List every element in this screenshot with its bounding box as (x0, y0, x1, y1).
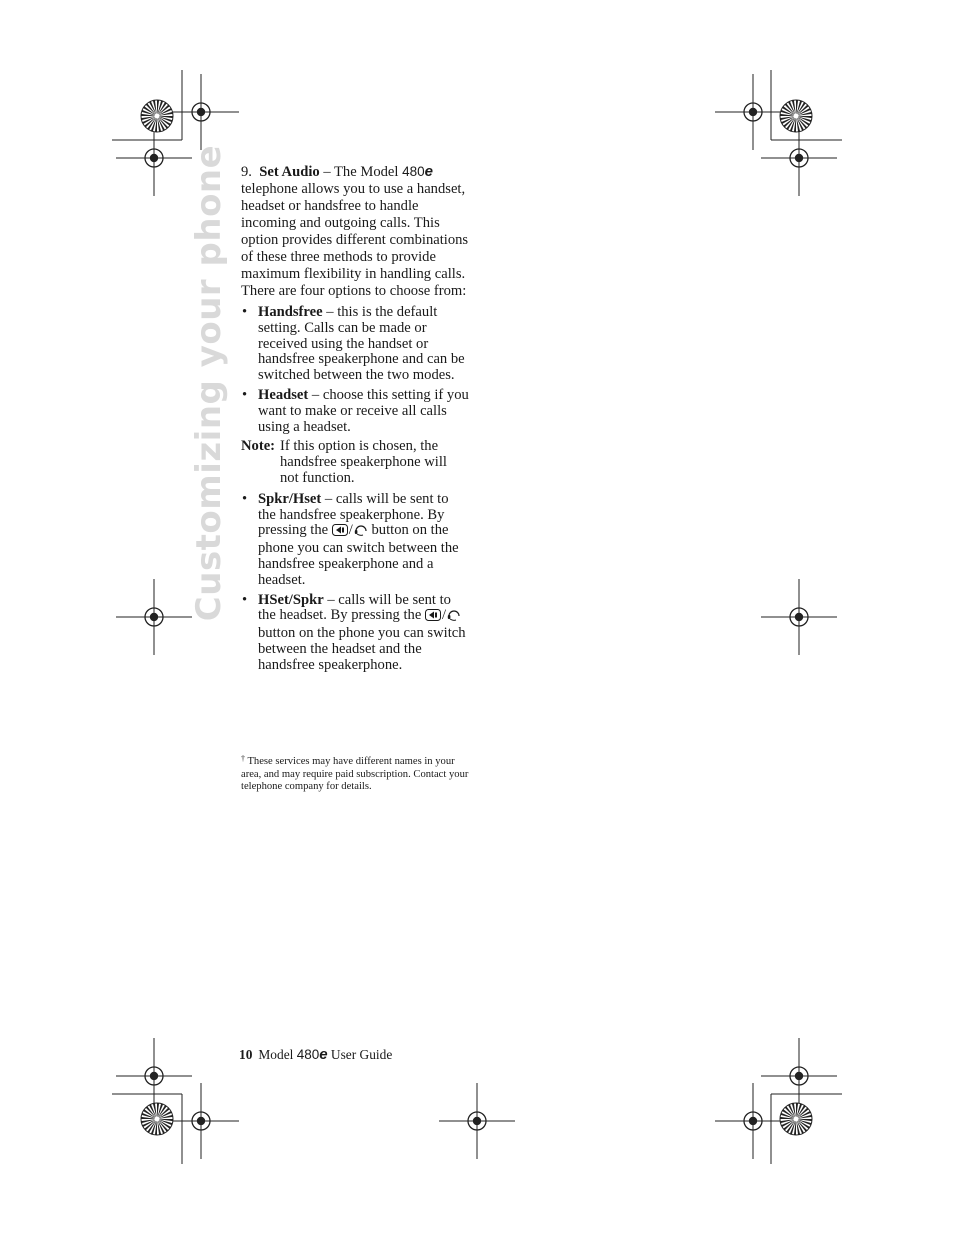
sidebar-section-title (180, 144, 238, 622)
option-name: HSet/Spkr (258, 591, 324, 608)
list-item: • Spkr/Hset – calls will be sent to the handsfree speakerphone. By pressing the / button on the phone you can switch between the handsfree speakerphone and a headset. (242, 490, 459, 588)
option-description: – calls will be sent to the headset. By pressing the (258, 591, 451, 624)
option-description: button on the phone you can switch between the headset and the handsfree speakerphone. (258, 625, 466, 673)
step-heading: Set Audio (259, 164, 320, 180)
main-content (241, 163, 469, 678)
page-footer (239, 1046, 392, 1063)
footer-model-number: 480e (296, 1046, 328, 1063)
crosshair-mark (761, 1038, 837, 1114)
option-description: – calls will be sent to the handsfree speakerphone. By pressing the (258, 490, 449, 539)
intro-text: telephone allows you to use a handset, headset or handsfree to handle incoming and outgoing calls. This option provides different combinations of these three methods to provide maximum flexibility in handling calls. There are four options to choose from: (241, 181, 469, 299)
note (241, 439, 469, 486)
crosshair-mark (715, 74, 791, 150)
footnote (241, 753, 473, 794)
starburst-mark (141, 1103, 173, 1135)
crosshair-mark (116, 1038, 192, 1114)
option-name: Headset (258, 386, 309, 403)
audio-options-list-continued (241, 492, 469, 674)
note-label: Note: (241, 438, 276, 455)
footer-text: User Guide (327, 1047, 393, 1062)
starburst-mark (780, 100, 812, 132)
list-item: • Handsfree – this is the default setting. Calls can be made or received using the handset or handsfree speakerphone and can be switched between the two modes. (242, 304, 465, 384)
footnote-mark: † (241, 754, 245, 763)
option-description: button on the phone you can switch between the handsfree speakerphone and a headset. (258, 522, 459, 588)
sidebar-title-text: Customizing your phone (189, 144, 230, 622)
model-number: 480e (402, 163, 433, 180)
step-number: 9. (241, 164, 252, 180)
set-audio-intro (241, 163, 469, 300)
crosshair-mark (163, 74, 239, 150)
footer-text: Model (258, 1047, 297, 1062)
option-name: Handsfree (258, 304, 323, 320)
icon-separator: / (348, 522, 353, 539)
speaker-icon (332, 524, 348, 541)
list-item: • Headset – choose this setting if you want to make or receive all calls using a headset. (242, 386, 469, 435)
intro-text: – The Model (319, 164, 403, 180)
list-item: • HSet/Spkr – calls will be sent to the headset. By pressing the / button on the phone you can switch between the headset and the handsfree speakerphone. (242, 591, 466, 673)
note-text: If this option is chosen, the handsfree speakerphone will not function. (280, 438, 447, 486)
icon-separator: / (441, 607, 447, 624)
footnote-text: These services may have different names in your area, and may require paid subscription. Contact your telephone company for details. (241, 756, 469, 792)
starburst-mark (141, 100, 173, 132)
audio-options-list (241, 305, 469, 435)
option-description: – this is the default setting. Calls can be made or received using the handset or handsfree speakerphone and can be switched between the two modes. (258, 304, 465, 384)
option-name: Spkr/Hset (258, 490, 322, 507)
starburst-mark (780, 1103, 812, 1135)
option-description: – choose this setting if you want to make or receive all calls using a headset. (258, 386, 469, 435)
page-number: 10 (239, 1047, 253, 1062)
headset-icon (447, 608, 461, 626)
crosshair-mark (439, 1083, 515, 1159)
crosshair-mark (761, 579, 837, 655)
headset-icon (354, 523, 368, 541)
speaker-icon (425, 609, 441, 626)
